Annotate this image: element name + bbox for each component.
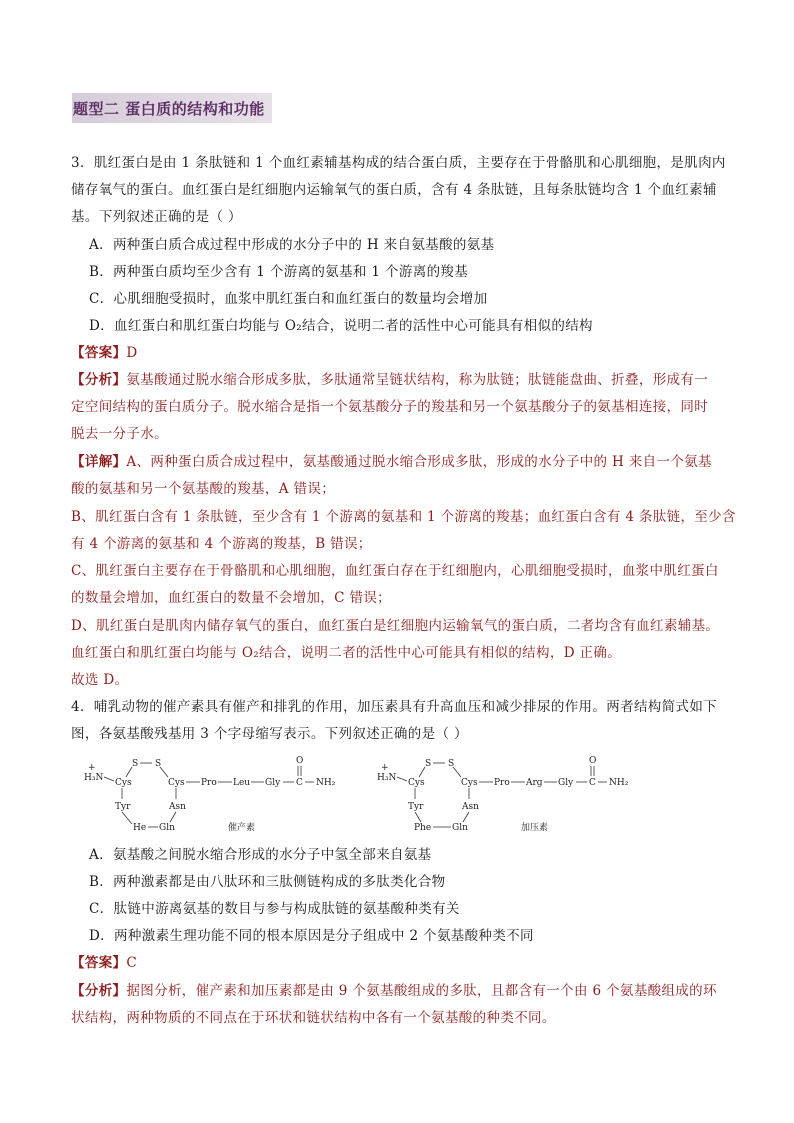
bond: [397, 777, 407, 781]
q3-detail-line-4: 有 4 个游离的氨基和 4 个游离的羧基，B 错误；: [71, 536, 372, 552]
carbonyl-carbon: C: [296, 778, 303, 788]
residue-gly: Gly: [265, 778, 281, 788]
q3-detail-line-7: D、肌红蛋白是肌肉内储存氧气的蛋白，血红蛋白是红细胞内运输氧气的蛋白质，二者均含有血红素辅基。: [71, 618, 720, 634]
hormone-structure-diagram: [78, 756, 638, 836]
q4-option-d: D．两种激素生理功能不同的根本原因是分子组成中 2 个氨基酸种类不同: [89, 928, 534, 944]
q4-answer-tag: 【答案】: [71, 955, 127, 971]
residue-8: Arg: [526, 778, 543, 788]
q3-analysis-line-2: 定空间结构的蛋白质分子。脱水缩合是指一个氨基酸分子的羧基和另一个氨基酸分子的氨基相连接，同时: [71, 399, 709, 415]
residue-tyr: Tyr: [408, 802, 424, 812]
q4-stem-line-2: 图，各氨基酸残基用 3 个字母缩写表示。下列叙述正确的是（ ）: [71, 726, 468, 742]
q4-analysis-line-2: 状结构，两种物质的不同点在于环状和链状结构中各有一个氨基酸的种类不同。: [71, 1010, 556, 1026]
q4-option-a: A．氨基酸之间脱水缩合形成的水分子中氢全部来自氨基: [89, 847, 432, 863]
oxytocin-structure: [84, 756, 336, 833]
q4-option-c: C．肽链中游离氨基的数目与参与构成肽链的氨基酸种类有关: [89, 901, 460, 917]
q3-detail-line-9: 故选 D。: [71, 672, 129, 688]
carbonyl-carbon: C: [589, 778, 596, 788]
q3-analysis-tag: 【分析】: [71, 372, 127, 388]
q3-detail-line-8: 血红蛋白和肌红蛋白均能与 O₂结合，说明二者的活性中心可能具有相似的结构，D 正确。: [71, 645, 622, 661]
bond: [415, 812, 421, 822]
bond: [463, 812, 469, 822]
bond: [122, 812, 132, 824]
carbonyl-oxygen: O: [589, 756, 597, 766]
residue-gln: Gln: [452, 823, 468, 833]
bond: [104, 777, 114, 781]
amide-terminus: NH₂: [316, 778, 336, 788]
residue-cys6: Cys: [168, 778, 185, 788]
q3-answer: [71, 343, 723, 363]
q3-detail-line-1: [71, 452, 723, 472]
residue-asn: Asn: [169, 802, 186, 812]
q3-stem-line-2: 储存氧气的蛋白。血红蛋白是红细胞内运输氧气的蛋白质，含有 4 条肽链，且每条肽链均含 1 个血红素辅: [71, 182, 717, 198]
residue-3: Phe: [414, 823, 432, 833]
residue-gln: Gln: [159, 823, 175, 833]
residue-cys1: Cys: [408, 778, 425, 788]
amide-terminus: NH₂: [609, 778, 629, 788]
q3-stem-line-3: 基。下列叙述正确的是（ ）: [71, 209, 242, 225]
q4-stem-line-1: 4．哺乳动物的催产素具有催产和排乳的作用，加压素具有升高血压和减少排尿的作用。两者结构简式如下: [71, 699, 718, 715]
vasopressin-label: 加压素: [521, 823, 549, 833]
q3-analysis-line-1: [71, 370, 723, 390]
q4-analysis-tag: 【分析】: [71, 983, 127, 999]
residue-8: Leu: [233, 778, 251, 788]
q3-detail-line-2: 酸的氨基和另一个氨基酸的羧基，A 错误；: [71, 481, 336, 497]
charge-mark: +: [381, 763, 389, 773]
q3-option-a: A．两种蛋白质合成过程中形成的水分子中的 H 来自氨基酸的氨基: [89, 237, 495, 253]
residue-pro: Pro: [494, 778, 510, 788]
sulfur-2: S: [155, 759, 162, 769]
q3-analysis-line-3: 脱去一分子水。: [71, 426, 168, 442]
amino-terminus-label: H₃N: [84, 773, 104, 783]
carbonyl-oxygen: O: [296, 756, 304, 766]
vasopressin-structure: [377, 756, 629, 833]
sulfur-1: S: [425, 759, 432, 769]
q3-option-c: C．心肌细胞受损时，血浆中肌红蛋白和血红蛋白的数量均会增加: [89, 291, 488, 307]
residue-tyr: Tyr: [115, 802, 131, 812]
residue-3: He: [133, 823, 147, 833]
charge-mark: +: [88, 763, 96, 773]
q3-option-b: B．两种蛋白质均至少含有 1 个游离的氨基和 1 个游离的羧基: [89, 264, 469, 280]
residue-pro: Pro: [201, 778, 217, 788]
q4-answer: [71, 953, 723, 973]
bond: [170, 812, 176, 822]
q4-analysis-text-1: 据图分析，催产素和加压素都是由 9 个氨基酸组成的多肽，且都含有一个由 6 个氨基酸组成的环: [126, 983, 717, 999]
q3-detail-line-6: 的数量会增加，血红蛋白的数量不会增加，C 错误；: [71, 590, 392, 606]
q4-option-b: B．两种激素都是由八肽环和三肽侧链构成的多肽类化合物: [89, 874, 446, 890]
sulfur-2: S: [448, 759, 455, 769]
residue-gly: Gly: [558, 778, 574, 788]
bond: [160, 767, 168, 777]
amino-terminus-label: H₃N: [377, 773, 397, 783]
q3-analysis-text-1: 氨基酸通过脱水缩合形成多肽，多肽通常呈链状结构，称为肽链；肽链能盘曲、折叠，形成有一: [126, 372, 709, 388]
bond: [453, 767, 461, 777]
oxytocin-label: 催产素: [228, 823, 256, 833]
q3-detail-tag: 【详解】: [71, 454, 127, 470]
sulfur-1: S: [132, 759, 139, 769]
q3-detail-line-5: C、肌红蛋白主要存在于骨骼肌和心肌细胞，血红蛋白存在于红细胞内，心肌细胞受损时，血浆中肌红蛋白: [71, 563, 719, 579]
q3-answer-tag: 【答案】: [71, 345, 127, 361]
residue-asn: Asn: [462, 802, 479, 812]
q3-stem-line-1: 3．肌红蛋白是由 1 条肽链和 1 个血红素辅基构成的结合蛋白质，主要存在于骨骼肌和心肌细胞，是肌肉内: [71, 155, 726, 171]
residue-cys6: Cys: [461, 778, 478, 788]
residue-cys1: Cys: [115, 778, 132, 788]
q4-analysis-line-1: [71, 981, 723, 1001]
q3-answer-value: D: [126, 345, 138, 361]
section-heading: 题型二 蛋白质的结构和功能: [73, 100, 265, 118]
q3-option-d: D．血红蛋白和肌红蛋白均能与 O₂结合，说明二者的活性中心可能具有相似的结构: [89, 318, 593, 334]
q3-detail-line-3: B、肌红蛋白含有 1 条肽链，至少含有 1 个游离的氨基和 1 个游离的羧基；血红蛋白含有 4 条肽链，至少含: [71, 509, 736, 525]
q4-answer-value: C: [126, 955, 138, 971]
q3-detail-text-1: A、两种蛋白质合成过程中，氨基酸通过脱水缩合形成多肽，形成的水分子中的 H 来自一个氨基: [126, 454, 712, 470]
